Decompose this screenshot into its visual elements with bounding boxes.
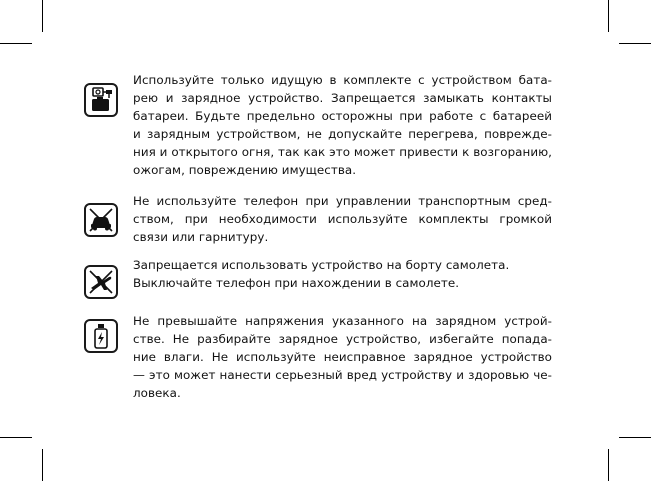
no-phone-while-driving-icon bbox=[84, 203, 118, 237]
no-water-charger-icon bbox=[84, 319, 118, 353]
crop-mark-bottom-right-horizontal bbox=[619, 437, 651, 438]
airplane-warning-paragraph: Запрещается использовать устройство на борту самолета. Выключайте телефон при нахождении в самолете. bbox=[133, 258, 510, 291]
battery-warning-paragraph: Используйте только идущую в комплекте с устройством бата- рею и зарядное устройство. Запрещается замыкать контакты батареи. Будьте предельно осторожны при работе с батареей и зарядным устройством, не допускайте перегрева, поврежде- ния и открытого огня, так как это может привести к возгоранию, ожогам, повреждению имущества. bbox=[133, 73, 552, 178]
crop-mark-bottom-left-vertical bbox=[42, 449, 43, 481]
crop-mark-top-left-vertical bbox=[42, 0, 43, 32]
crop-mark-top-right-horizontal bbox=[619, 43, 651, 44]
no-airplane-icon bbox=[84, 265, 118, 299]
crop-mark-top-right-vertical bbox=[608, 0, 609, 32]
crop-mark-bottom-right-vertical bbox=[608, 449, 609, 481]
charger-warning-paragraph: Не превышайте напряжения указанного на зарядном устрой- стве. Не разбирайте зарядное устройство, избегайте попада- ние влаги. Не используйте неисправное зарядное устройство — это может нанести серьезный вред устройству и здоровью че- ловека. bbox=[133, 314, 552, 401]
crop-mark-top-left-horizontal bbox=[0, 43, 32, 44]
charger-battery-icon bbox=[84, 83, 118, 117]
crop-mark-bottom-left-horizontal bbox=[0, 437, 32, 438]
driving-warning-paragraph: Не используйте телефон при управлении транспортным сред- ством, при необходимости используйте комплекты громкой связи или гарнитуру. bbox=[133, 194, 552, 245]
